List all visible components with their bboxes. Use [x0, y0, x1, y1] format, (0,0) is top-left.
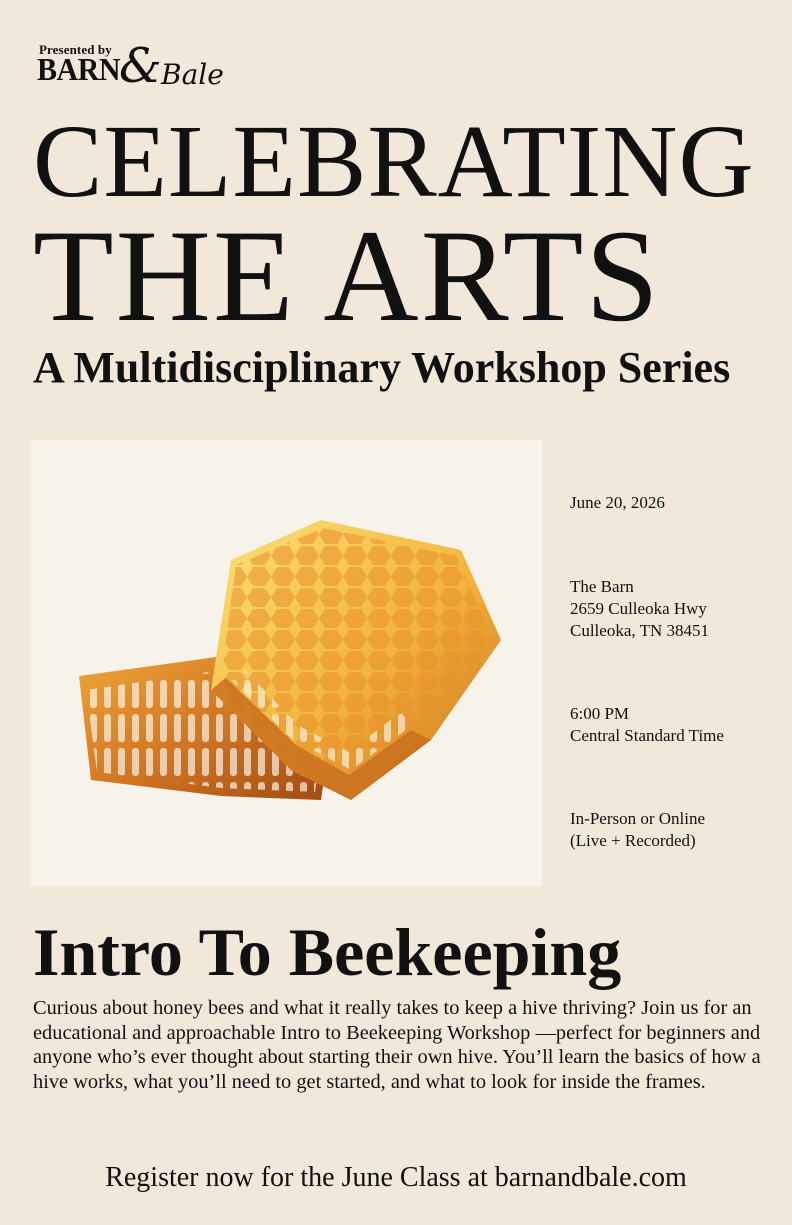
format-note: (Live + Recorded) — [570, 831, 696, 850]
time-zone: Central Standard Time — [570, 726, 724, 745]
register-cta: Register now for the June Class at barnandbale.com — [105, 1162, 687, 1193]
workshop-title: Intro To Beekeeping — [33, 914, 622, 990]
event-date-text: June 20, 2026 — [570, 493, 665, 512]
honeycomb-illustration-icon — [31, 440, 542, 886]
location-city: Culleoka, TN 38451 — [570, 621, 709, 640]
presented-by-label: Presented by — [39, 42, 112, 57]
location-venue: The Barn — [570, 577, 634, 596]
format-mode: In-Person or Online — [570, 809, 706, 828]
event-time — [570, 703, 724, 747]
logo-bale-text: Bale — [161, 58, 224, 91]
page-title-line2: THE ARTS — [33, 202, 661, 349]
event-date — [570, 492, 665, 514]
event-location — [570, 576, 709, 642]
location-street: 2659 Culleoka Hwy — [570, 599, 707, 618]
honeycomb-image-panel — [31, 440, 542, 886]
workshop-description: Curious about honey bees and what it really takes to keep a hive thriving? Join us for an educational and approachable Intro to Beekeeping Workshop —perfect for beginners and anyone who’s ever thought about starting their own hive. You’ll learn the basics of how a hive works, what you’ll need to get started, and what to look for inside the frames. — [33, 997, 761, 1093]
brand-logo — [37, 40, 227, 106]
series-subtitle: A Multidisciplinary Workshop Series — [33, 343, 731, 392]
event-format — [570, 808, 705, 852]
page-title-line1: CELEBRATING — [33, 104, 755, 219]
logo-barn-text: BARN — [37, 52, 121, 88]
logo-ampersand: & — [119, 38, 162, 94]
time-hour: 6:00 PM — [570, 704, 630, 723]
